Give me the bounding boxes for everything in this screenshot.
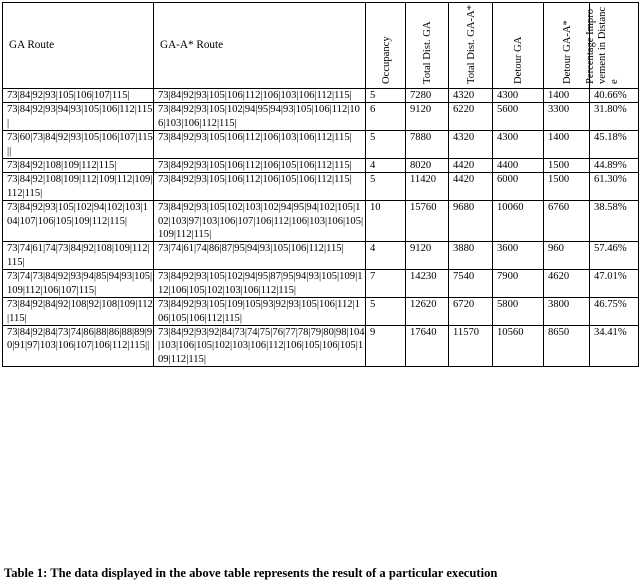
table-row	[3, 159, 639, 173]
detour-ga-cell: 6000	[493, 173, 544, 201]
header-percentage-improvement-label: Percentage Improvement in Distance	[585, 6, 620, 84]
percentage-improvement-cell: 57.46%	[590, 242, 639, 270]
total-dist-ga-cell: 7280	[406, 89, 449, 103]
ga-route-cell: 73|84|92|108|109|112|109|112|109|112|115|	[3, 173, 154, 201]
header-total-dist-ga	[406, 3, 449, 89]
ga-astar-route-cell: 73|84|92|93|105|102|94|95|94|93|105|106|112|106|103|106|112|115|	[154, 103, 366, 131]
detour-ga-astar-cell: 3800	[544, 298, 590, 326]
header-detour-ga	[493, 3, 544, 89]
detour-ga-astar-cell: 8650	[544, 325, 590, 366]
ga-astar-route-cell: 73|84|92|93|105|106|112|106|105|106|112|115|	[154, 159, 366, 173]
total-dist-ga-astar-cell: 11570	[449, 325, 493, 366]
header-occupancy-label: Occupancy	[380, 36, 392, 84]
occupancy-cell: 9	[366, 325, 406, 366]
occupancy-cell: 4	[366, 242, 406, 270]
total-dist-ga-cell: 8020	[406, 159, 449, 173]
table-row	[3, 298, 639, 326]
header-detour-ga-astar	[544, 3, 590, 89]
occupancy-cell: 5	[366, 173, 406, 201]
header-total-dist-ga-astar-label: Total Dist. GA-A*	[465, 5, 477, 84]
detour-ga-cell: 5800	[493, 298, 544, 326]
table-row	[3, 89, 639, 103]
total-dist-ga-cell: 15760	[406, 201, 449, 242]
detour-ga-cell: 4300	[493, 131, 544, 159]
detour-ga-astar-cell: 960	[544, 242, 590, 270]
total-dist-ga-astar-cell: 6720	[449, 298, 493, 326]
table-row	[3, 173, 639, 201]
detour-ga-astar-cell: 4620	[544, 270, 590, 298]
ga-astar-route-cell: 73|84|92|93|105|109|105|93|92|93|105|106|112|106|105|106|112|115|	[154, 298, 366, 326]
total-dist-ga-cell: 14230	[406, 270, 449, 298]
detour-ga-cell: 4400	[493, 159, 544, 173]
header-detour-ga-label: Detour GA	[513, 36, 524, 84]
ga-astar-route-cell: 73|84|92|93|105|106|112|106|103|106|112|115|	[154, 131, 366, 159]
ga-astar-route-cell: 73|84|92|93|105|102|94|95|87|95|94|93|105|109|112|106|105|102|103|106|112|115|	[154, 270, 366, 298]
percentage-improvement-cell: 34.41%	[590, 325, 639, 366]
total-dist-ga-astar-cell: 4420	[449, 159, 493, 173]
total-dist-ga-astar-cell: 6220	[449, 103, 493, 131]
ga-astar-route-cell: 73|84|92|93|92|84|73|74|75|76|77|78|79|80|98|104|103|106|105|102|103|106|112|106|105|106|105|109|112|115|	[154, 325, 366, 366]
table-body	[3, 89, 639, 367]
detour-ga-astar-cell: 1500	[544, 159, 590, 173]
ga-route-cell: 73|84|92|108|109|112|115|	[3, 159, 154, 173]
detour-ga-astar-cell: 6760	[544, 201, 590, 242]
table-row	[3, 103, 639, 131]
header-total-dist-ga-label: Total Dist. GA	[422, 21, 433, 84]
total-dist-ga-astar-cell: 3880	[449, 242, 493, 270]
percentage-improvement-cell: 45.18%	[590, 131, 639, 159]
detour-ga-cell: 10060	[493, 201, 544, 242]
header-row	[3, 3, 639, 89]
percentage-improvement-cell: 38.58%	[590, 201, 639, 242]
ga-route-cell: 73|60|73|84|92|93|105|106|107|115||	[3, 131, 154, 159]
table-caption: Table 1: The data displayed in the above table represents the result of a particular execution	[4, 566, 498, 580]
header-percentage-improvement	[585, 3, 639, 89]
header-ga-astar-route: GA-A* Route	[154, 3, 366, 89]
ga-route-cell: 73|84|92|93|105|102|94|102|103|104|107|106|105|109|112|115|	[3, 201, 154, 242]
percentage-improvement-cell: 47.01%	[590, 270, 639, 298]
ga-route-cell: 73|84|92|93|94|93|105|106|112|115|	[3, 103, 154, 131]
percentage-improvement-cell: 46.75%	[590, 298, 639, 326]
occupancy-cell: 6	[366, 103, 406, 131]
ga-astar-route-cell: 73|74|61|74|86|87|95|94|93|105|106|112|115|	[154, 242, 366, 270]
percentage-improvement-cell: 40.66%	[590, 89, 639, 103]
ga-astar-route-cell: 73|84|92|93|105|106|112|106|103|106|112|115|	[154, 89, 366, 103]
detour-ga-cell: 4300	[493, 89, 544, 103]
detour-ga-astar-cell: 1400	[544, 131, 590, 159]
occupancy-cell: 5	[366, 131, 406, 159]
header-occupancy	[366, 3, 406, 89]
total-dist-ga-cell: 9120	[406, 242, 449, 270]
percentage-improvement-cell: 44.89%	[590, 159, 639, 173]
occupancy-cell: 7	[366, 270, 406, 298]
occupancy-cell: 4	[366, 159, 406, 173]
detour-ga-cell: 5600	[493, 103, 544, 131]
total-dist-ga-astar-cell: 9680	[449, 201, 493, 242]
table-row	[3, 242, 639, 270]
table-row	[3, 270, 639, 298]
header-ga-route: GA Route	[3, 3, 154, 89]
ga-astar-route-cell: 73|84|92|93|105|102|103|102|94|95|94|102|105|102|103|97|103|106|107|106|112|106|103|106|105|109|112|115|	[154, 201, 366, 242]
total-dist-ga-cell: 11420	[406, 173, 449, 201]
detour-ga-cell: 3600	[493, 242, 544, 270]
ga-route-cell: 73|74|73|84|92|93|94|85|94|93|105|109|112|106|107|115|	[3, 270, 154, 298]
table-row	[3, 201, 639, 242]
total-dist-ga-astar-cell: 4320	[449, 131, 493, 159]
occupancy-cell: 5	[366, 298, 406, 326]
header-detour-ga-astar-label: Detour GA-A*	[561, 20, 573, 84]
percentage-improvement-cell: 61.30%	[590, 173, 639, 201]
percentage-improvement-cell: 31.80%	[590, 103, 639, 131]
results-table	[2, 2, 639, 367]
ga-route-cell: 73|84|92|84|73|74|86|88|86|88|89|90|91|97|103|106|107|106|112|115||	[3, 325, 154, 366]
table-row	[3, 325, 639, 366]
total-dist-ga-cell: 7880	[406, 131, 449, 159]
detour-ga-astar-cell: 1400	[544, 89, 590, 103]
total-dist-ga-astar-cell: 4420	[449, 173, 493, 201]
ga-route-cell: 73|84|92|93|105|106|107|115|	[3, 89, 154, 103]
total-dist-ga-astar-cell: 7540	[449, 270, 493, 298]
total-dist-ga-cell: 9120	[406, 103, 449, 131]
detour-ga-cell: 10560	[493, 325, 544, 366]
occupancy-cell: 5	[366, 89, 406, 103]
ga-astar-route-cell: 73|84|92|93|105|106|112|106|105|106|112|115|	[154, 173, 366, 201]
header-total-dist-ga-astar	[449, 3, 493, 89]
total-dist-ga-astar-cell: 4320	[449, 89, 493, 103]
occupancy-cell: 10	[366, 201, 406, 242]
total-dist-ga-cell: 17640	[406, 325, 449, 366]
detour-ga-cell: 7900	[493, 270, 544, 298]
ga-route-cell: 73|74|61|74|73|84|92|108|109|112|115|	[3, 242, 154, 270]
total-dist-ga-cell: 12620	[406, 298, 449, 326]
detour-ga-astar-cell: 3300	[544, 103, 590, 131]
detour-ga-astar-cell: 1500	[544, 173, 590, 201]
ga-route-cell: 73|84|92|84|92|108|92|108|109|112|115|	[3, 298, 154, 326]
table-row	[3, 131, 639, 159]
